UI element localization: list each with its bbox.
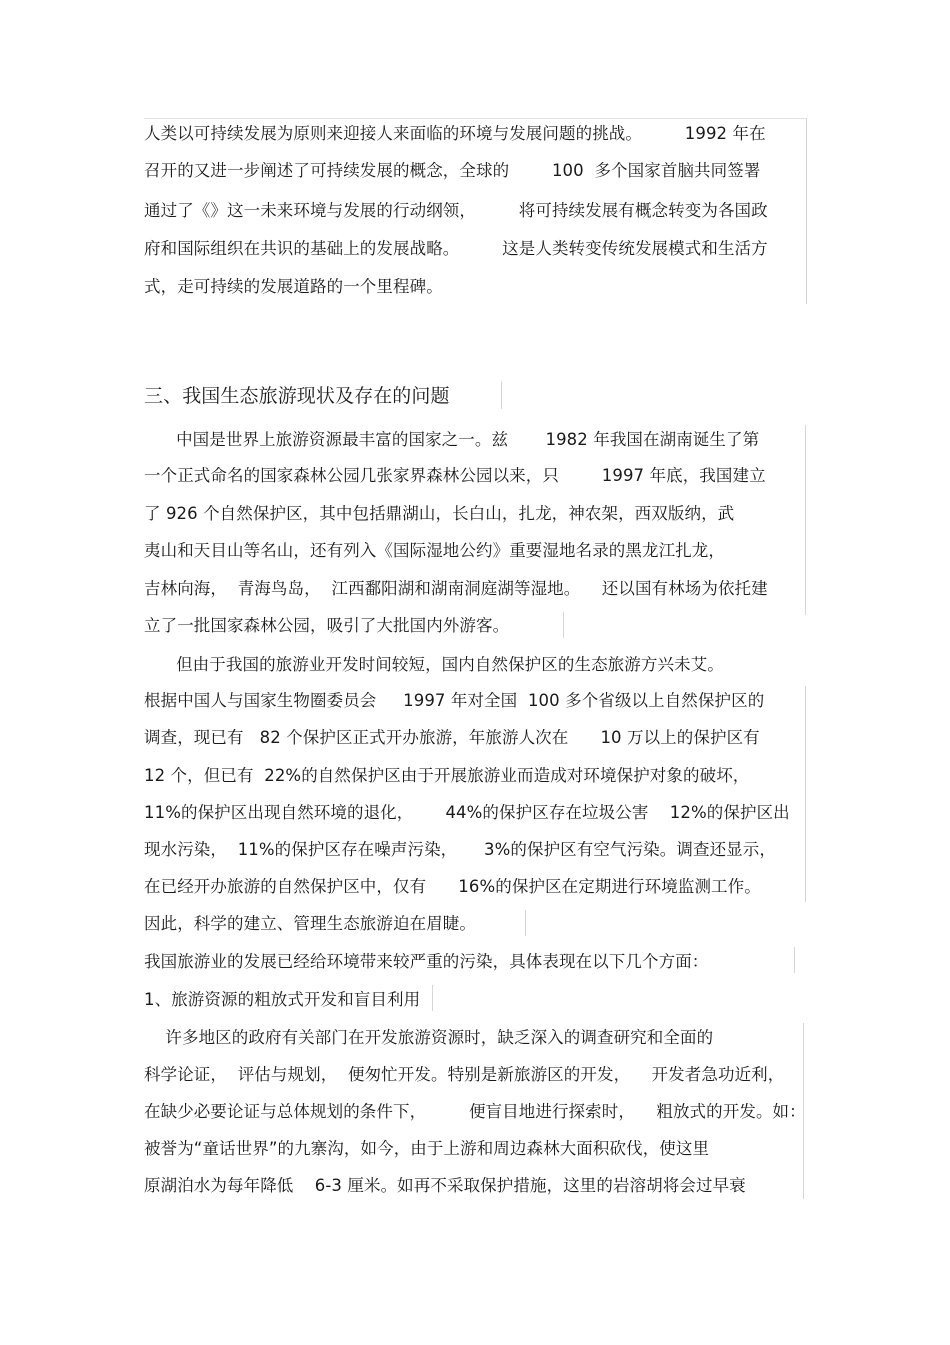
paragraph-line: 中国是世界上旅游资源最丰富的国家之一。兹 1982 年我国在湖南诞生了第 [144,430,760,449]
paragraph-line: 府和国际组织在共识的基础上的发展战略。 这是人类转变传统发展模式和生活方 [144,239,768,258]
paragraph-line: 原湖泊水为每年降低 6-3 厘米。如再不采取保护措施，这里的岩溶胡将会过早衰 [144,1176,746,1195]
paragraph-line: 式，走可持续的发展道路的一个里程碑。 [144,277,443,296]
paragraph-line: 夷山和天目山等名山，还有列入《国际湿地公约》重要湿地名录的黑龙江扎龙， [144,541,725,560]
paragraph-line: 一个正式命名的国家森林公园几张家界森林公园以来，只 1997 年底，我国建立 [144,466,766,485]
section-heading: 三、我国生态旅游现状及存在的问题 [144,385,450,407]
table-border [806,118,807,304]
table-border [563,612,564,638]
table-border [144,118,806,119]
table-border [805,686,806,902]
paragraph-line: 了 926 个自然保护区，其中包括鼎湖山，长白山，扎龙，神农架，西双版纳，武 [144,504,735,523]
paragraph-line: 吉林向海， 青海鸟岛， 江西鄱阳湖和湖南洞庭湖等湿地。 还以国有林场为依托建 [144,579,768,598]
paragraph-line: 在已经开办旅游的自然保护区中，仅有 16%的保护区在定期进行环境监测工作。 [144,877,761,896]
paragraph-line: 在缺少必要论证与总体规划的条件下， 便盲目地进行探索时， 粗放式的开发。如： [144,1102,806,1121]
paragraph-line: 召开的又进一步阐述了可持续发展的概念，全球的 100 多个国家首脑共同签署 [144,161,761,180]
paragraph-line: 我国旅游业的发展已经给环境带来较严重的污染，具体表现在以下几个方面： [144,952,709,971]
subheading: 1、旅游资源的粗放式开发和盲目利用 [144,990,421,1009]
paragraph-line: 根据中国人与国家生物圈委员会 1997 年对全国 100 多个省级以上自然保护区的 [144,691,765,710]
table-border [432,985,433,1011]
paragraph-line: 立了一批国家森林公园，吸引了大批国内外游客。 [144,616,510,635]
paragraph-line: 被誉为“童话世界”的九寨沟，如今，由于上游和周边森林大面积砍伐，使这里 [144,1139,710,1158]
paragraph-line: 现水污染， 11%的保护区存在噪声污染， 3%的保护区有空气污染。调查还显示， [144,840,776,859]
table-border [803,1023,804,1199]
table-border [525,910,526,936]
paragraph-line: 人类以可持续发展为原则来迎接人来面临的环境与发展问题的挑战。 1992 年在 [144,124,766,143]
paragraph-line: 但由于我国的旅游业开发时间较短，国内自然保护区的生态旅游方兴未艾。 [144,655,724,674]
table-border [501,381,502,409]
table-border [794,947,795,973]
paragraph-line: 12 个，但已有 22%的自然保护区由于开展旅游业而造成对环境保护对象的破坏， [144,766,750,785]
paragraph-line: 调查，现已有 82 个保护区正式开办旅游，年旅游人次在 10 万以上的保护区有 [144,728,760,747]
paragraph-line: 许多地区的政府有关部门在开发旅游资源时，缺乏深入的调查研究和全面的 [144,1028,714,1047]
paragraph-line: 11%的保护区出现自然环境的退化， 44%的保护区存在垃圾公害 12%的保护区出 [144,803,790,822]
table-border [805,425,806,615]
paragraph-line: 科学论证， 评估与规划， 便匆忙开发。特别是新旅游区的开发， 开发者急功近利， [144,1065,785,1084]
paragraph-line: 因此，科学的建立、管理生态旅游迫在眉睫。 [144,914,476,933]
paragraph-line: 通过了《》这一未来环境与发展的行动纲领， 将可持续发展有概念转变为各国政 [144,201,768,220]
